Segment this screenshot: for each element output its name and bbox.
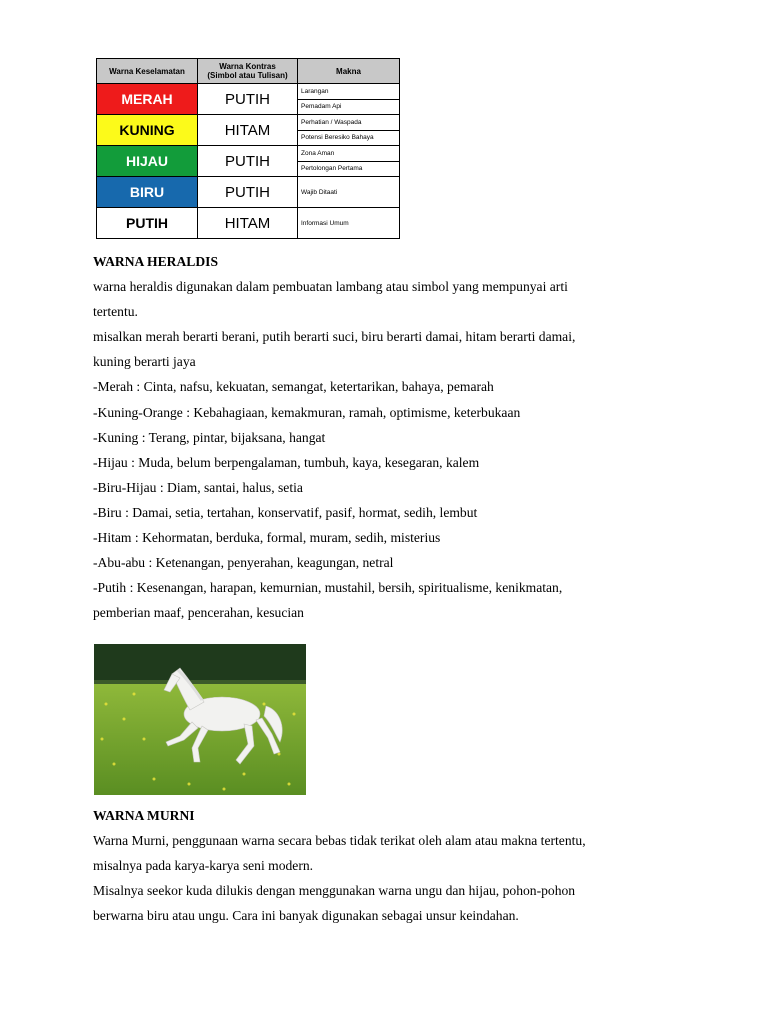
contrast-cell: PUTIH (198, 84, 298, 115)
list-item: -Hijau : Muda, belum berpengalaman, tumbuh, kaya, kesegaran, kalem (93, 454, 480, 470)
paragraph-line: Misalnya seekor kuda dilukis dengan menggunakan warna ungu dan hijau, pohon-pohon (93, 883, 576, 899)
list-item: -Kuning : Terang, pintar, bijaksana, hangat (93, 429, 326, 445)
list-item: -Kuning-Orange : Kebahagiaan, kemakmuran, ramah, optimisme, keterbukaan (93, 404, 521, 420)
paragraph-line: Warna Murni, penggunaan warna secara bebas tidak terikat oleh alam atau makna tertentu, (93, 833, 586, 849)
pure-color-section (93, 803, 683, 928)
list-item: -Putih : Kesenangan, harapan, kemurnian, mustahil, bersih, spiritualisme, kenikmatan, (93, 580, 563, 596)
paragraph-line: misalkan merah berarti berani, putih berarti suci, biru berarti damai, hitam berarti damai, (93, 329, 576, 345)
meaning-cell: Larangan (298, 84, 400, 100)
tree-line (94, 644, 306, 686)
fence (94, 680, 306, 684)
header-contrast-color (198, 59, 298, 84)
paragraph-line: tertentu. (93, 304, 138, 320)
color-name-cell: KUNING (97, 115, 198, 146)
meaning-cell: Pemadam Api (298, 99, 400, 115)
list-item: -Abu-abu : Ketenangan, penyerahan, keagungan, netral (93, 555, 394, 571)
color-name-cell: BIRU (97, 177, 198, 208)
header-safety-color: Warna Keselamatan (97, 59, 198, 84)
meaning-cell: Perhatian / Waspada (298, 115, 400, 131)
paragraph-line: kuning berarti jaya (93, 354, 196, 370)
heraldic-section (93, 249, 683, 625)
list-item: -Hitam : Kehormatan, berduka, formal, muram, sedih, misterius (93, 530, 441, 546)
contrast-cell: PUTIH (198, 177, 298, 208)
meaning-cell: Zona Aman (298, 146, 400, 162)
contrast-cell: HITAM (198, 115, 298, 146)
pure-heading: WARNA MURNI (93, 808, 195, 823)
table-row (97, 84, 400, 100)
meaning-cell: Pertolongan Pertama (298, 161, 400, 177)
list-item: -Merah : Cinta, nafsu, kekuatan, semangat, ketertarikan, bahaya, pemarah (93, 379, 494, 395)
horse-photo (94, 644, 306, 795)
list-item: -Biru-Hijau : Diam, santai, halus, setia (93, 479, 303, 495)
header-contrast-line1: Warna Kontras (219, 62, 276, 71)
meaning-cell: Informasi Umum (298, 208, 400, 239)
paragraph-line: warna heraldis digunakan dalam pembuatan lambang atau simbol yang mempunyai arti (93, 279, 568, 295)
color-name-cell: PUTIH (97, 208, 198, 239)
table-row (97, 115, 400, 131)
table-row (97, 177, 400, 208)
table-row (97, 146, 400, 162)
meaning-cell: Potensi Beresiko Bahaya (298, 130, 400, 146)
color-name-cell: HIJAU (97, 146, 198, 177)
table-row (97, 208, 400, 239)
meaning-cell: Wajib Ditaati (298, 177, 400, 208)
list-item: -Biru : Damai, setia, tertahan, konservatif, pasif, hormat, sedih, lembut (93, 504, 478, 520)
contrast-cell: HITAM (198, 208, 298, 239)
table-header-row (97, 59, 400, 84)
safety-color-table (96, 58, 400, 239)
paragraph-line: misalnya pada karya-karya seni modern. (93, 858, 314, 874)
heraldic-heading: WARNA HERALDIS (93, 254, 219, 269)
header-meaning: Makna (298, 59, 400, 84)
paragraph-line: berwarna biru atau ungu. Cara ini banyak digunakan sebagai unsur keindahan. (93, 908, 519, 924)
color-name-cell: MERAH (97, 84, 198, 115)
list-item: pemberian maaf, pencerahan, kesucian (93, 605, 304, 621)
header-contrast-line2: (Simbol atau Tulisan) (207, 71, 288, 80)
contrast-cell: PUTIH (198, 146, 298, 177)
